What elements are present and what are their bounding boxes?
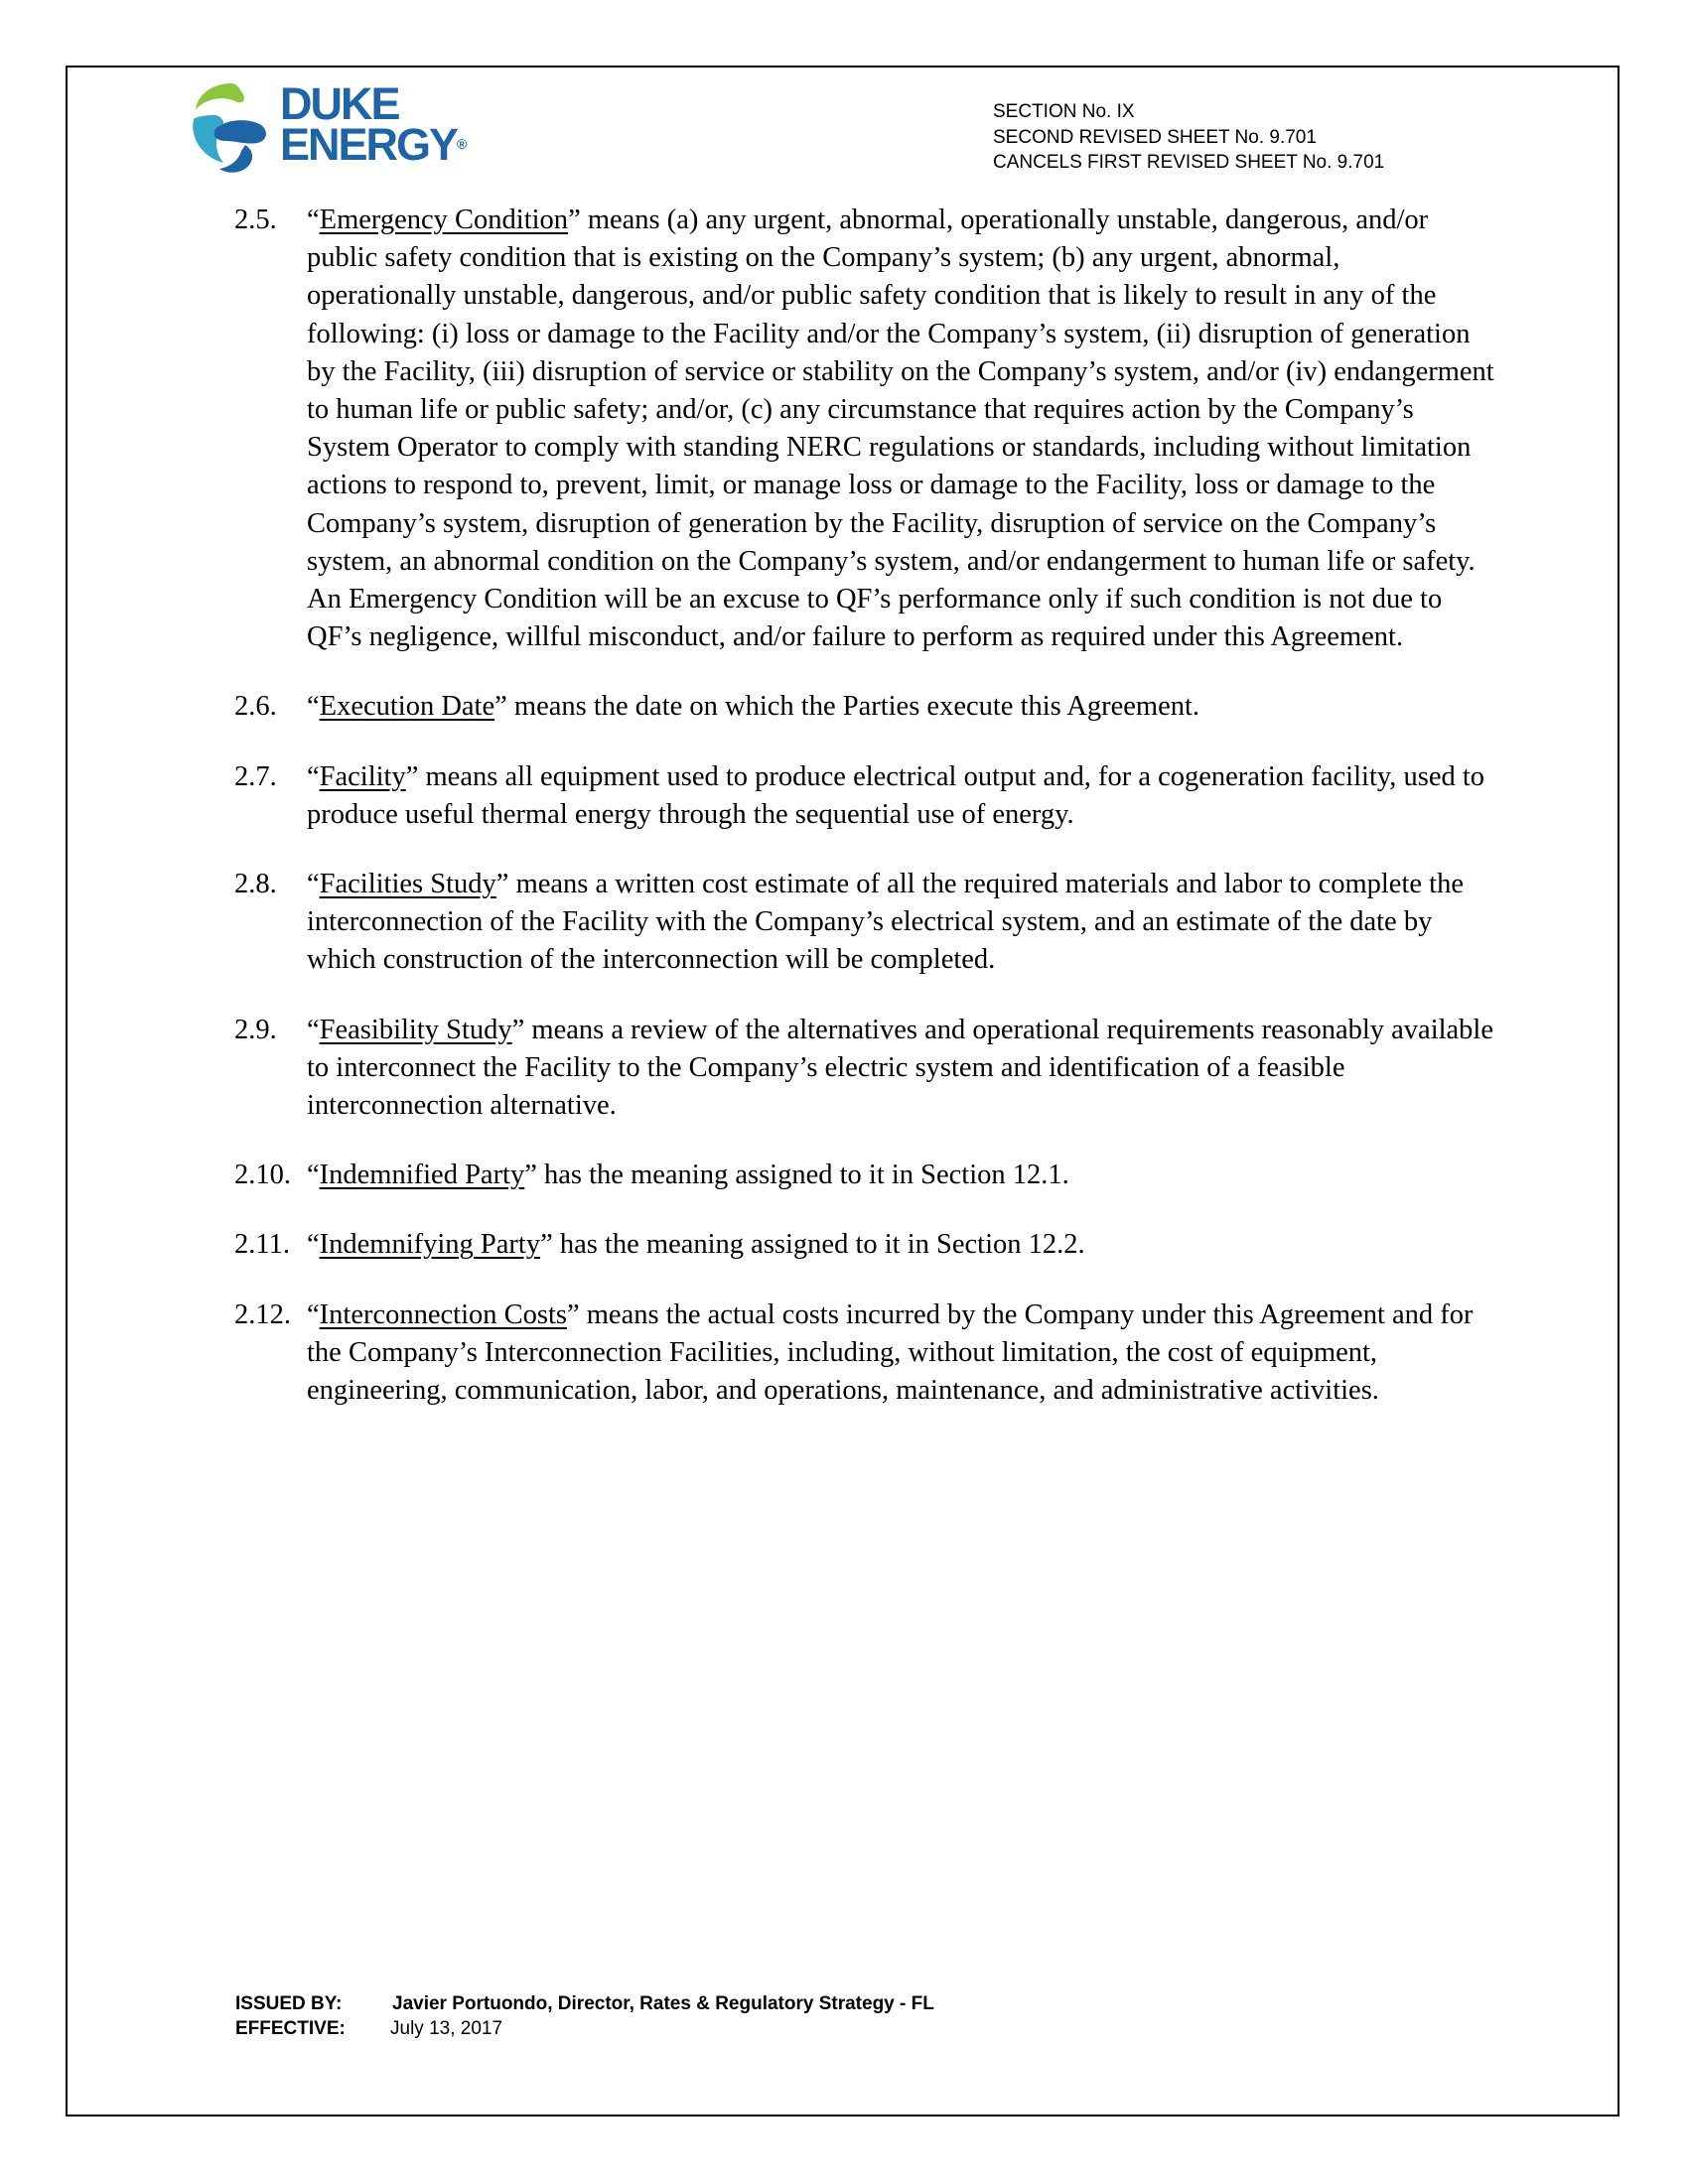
close-quote: ” bbox=[405, 760, 419, 792]
definitions-list bbox=[234, 202, 1495, 1441]
logo-line2: ENERGY bbox=[280, 119, 458, 170]
open-quote: “ bbox=[307, 691, 320, 723]
effective-row bbox=[235, 2016, 934, 2041]
item-number: 2.8. bbox=[234, 869, 277, 900]
defined-term: Indemnifying Party bbox=[319, 1229, 541, 1261]
definition-text: means the actual costs incurred by the Company under this Agreement and for the Company’s Interconnection Facilities, including, without limitation, the cost of equipment, engineering, communication, labor, and operations, maintenance, and administrative activities. bbox=[307, 1298, 1474, 1407]
issued-by-value: Javier Portuondo, Director, Rates & Regulatory Strategy - FL bbox=[392, 1993, 934, 2014]
definition-2-9 bbox=[234, 1012, 1495, 1126]
open-quote: “ bbox=[307, 1160, 320, 1191]
definition-text: has the meaning assigned to it in Section 12.2. bbox=[552, 1229, 1085, 1261]
cancels-sheet: CANCELS FIRST REVISED SHEET No. 9.701 bbox=[993, 152, 1385, 173]
section-number: SECTION No. IX bbox=[993, 101, 1135, 122]
defined-term: Indemnified Party bbox=[319, 1160, 525, 1191]
issued-by-row bbox=[235, 1991, 934, 2016]
effective-value: July 13, 2017 bbox=[390, 2018, 503, 2039]
close-quote: ” bbox=[568, 205, 581, 235]
definition-2-5 bbox=[234, 202, 1495, 656]
open-quote: “ bbox=[307, 1229, 320, 1261]
definition-text: means a written cost estimate of all the required materials and labor to complete the interconnection of the Facility with the Company’s electrical system, and an estimate of the date by which construction of the interconnection will be completed. bbox=[307, 869, 1464, 976]
item-number: 2.11. bbox=[234, 1229, 290, 1261]
sheet-header bbox=[993, 99, 1384, 176]
open-quote: “ bbox=[307, 760, 320, 792]
open-quote: “ bbox=[307, 1298, 320, 1330]
definition-2-6 bbox=[234, 688, 1495, 726]
definition-2-8 bbox=[234, 866, 1495, 980]
close-quote: ” bbox=[540, 1229, 553, 1261]
definition-2-11 bbox=[234, 1226, 1495, 1264]
close-quote: ” bbox=[495, 869, 509, 900]
item-number: 2.12. bbox=[234, 1298, 291, 1330]
item-number: 2.9. bbox=[234, 1014, 277, 1045]
issued-by-label: ISSUED BY: bbox=[235, 1993, 343, 2014]
open-quote: “ bbox=[307, 1014, 320, 1045]
defined-term: Facility bbox=[319, 760, 406, 792]
effective-label: EFFECTIVE: bbox=[235, 2018, 346, 2039]
item-number: 2.7. bbox=[234, 760, 277, 792]
definition-text: means (a) any urgent, abnormal, operationally unstable, dangerous, and/or public safety condition that is existing on the Company’s system; (b) any urgent, abnormal, operationally unstable, dangerous, and/or public safety condition that is likely to result in any of the following: (i) loss or damage to the Facility and/or the Company’s system, (ii) disruption of generation by the Facility, (iii) disruption of service or stability on the Company’s system, and/or (iv) endangerment to human life or public safety; and/or, (c) any circumstance that requires action by the Company’s System Operator to comply with standing NERC regulations or standards, including without limitation actions to respond to, prevent, limit, or manage loss or damage to the Facility, loss or damage to the Company’s system, disruption of generation by the Facility, disruption of service on the Company’s system, an abnormal condition on the Company’s system, and/or endangerment to human life or safety. An Emergency Condition will be an excuse to QF’s performance only if such condition is not due to QF’s negligence, willful misconduct, and/or failure to perform as required under this Agreement. bbox=[307, 205, 1494, 653]
duke-energy-logo bbox=[186, 79, 474, 175]
issuance-footer bbox=[235, 1991, 934, 2041]
definition-text: means all equipment used to produce electrical output and, for a cogeneration facility, used to produce useful thermal energy through the sequential use of energy. bbox=[307, 760, 1485, 830]
definition-text: means a review of the alternatives and operational requirements reasonably available to interconnect the Facility to the Company’s electric system and identification of a feasible interconnection alternative. bbox=[307, 1014, 1494, 1122]
definition-text: means the date on which the Parties execute this Agreement. bbox=[506, 691, 1200, 723]
defined-term: Facilities Study bbox=[319, 869, 496, 900]
registered-mark: ® bbox=[457, 136, 468, 152]
close-quote: ” bbox=[524, 1160, 537, 1191]
close-quote: ” bbox=[566, 1298, 580, 1330]
definition-text: has the meaning assigned to it in Section 12.1. bbox=[536, 1160, 1069, 1191]
item-number: 2.5. bbox=[234, 205, 277, 235]
item-number: 2.6. bbox=[234, 691, 277, 723]
definition-2-10 bbox=[234, 1157, 1495, 1194]
close-quote: ” bbox=[511, 1014, 525, 1045]
defined-term: Feasibility Study bbox=[319, 1014, 512, 1045]
duke-energy-swirl-icon bbox=[186, 79, 277, 175]
definition-2-12 bbox=[234, 1297, 1495, 1411]
logo-wordmark bbox=[280, 78, 468, 170]
defined-term: Execution Date bbox=[319, 691, 495, 723]
item-number: 2.10. bbox=[234, 1160, 291, 1191]
logo-line1: DUKE bbox=[280, 78, 399, 129]
open-quote: “ bbox=[307, 869, 320, 900]
defined-term: Interconnection Costs bbox=[319, 1298, 567, 1330]
close-quote: ” bbox=[494, 691, 507, 723]
sheet-number: SECOND REVISED SHEET No. 9.701 bbox=[993, 126, 1317, 148]
definition-2-7 bbox=[234, 758, 1495, 834]
open-quote: “ bbox=[307, 205, 320, 235]
defined-term: Emergency Condition bbox=[319, 205, 569, 235]
